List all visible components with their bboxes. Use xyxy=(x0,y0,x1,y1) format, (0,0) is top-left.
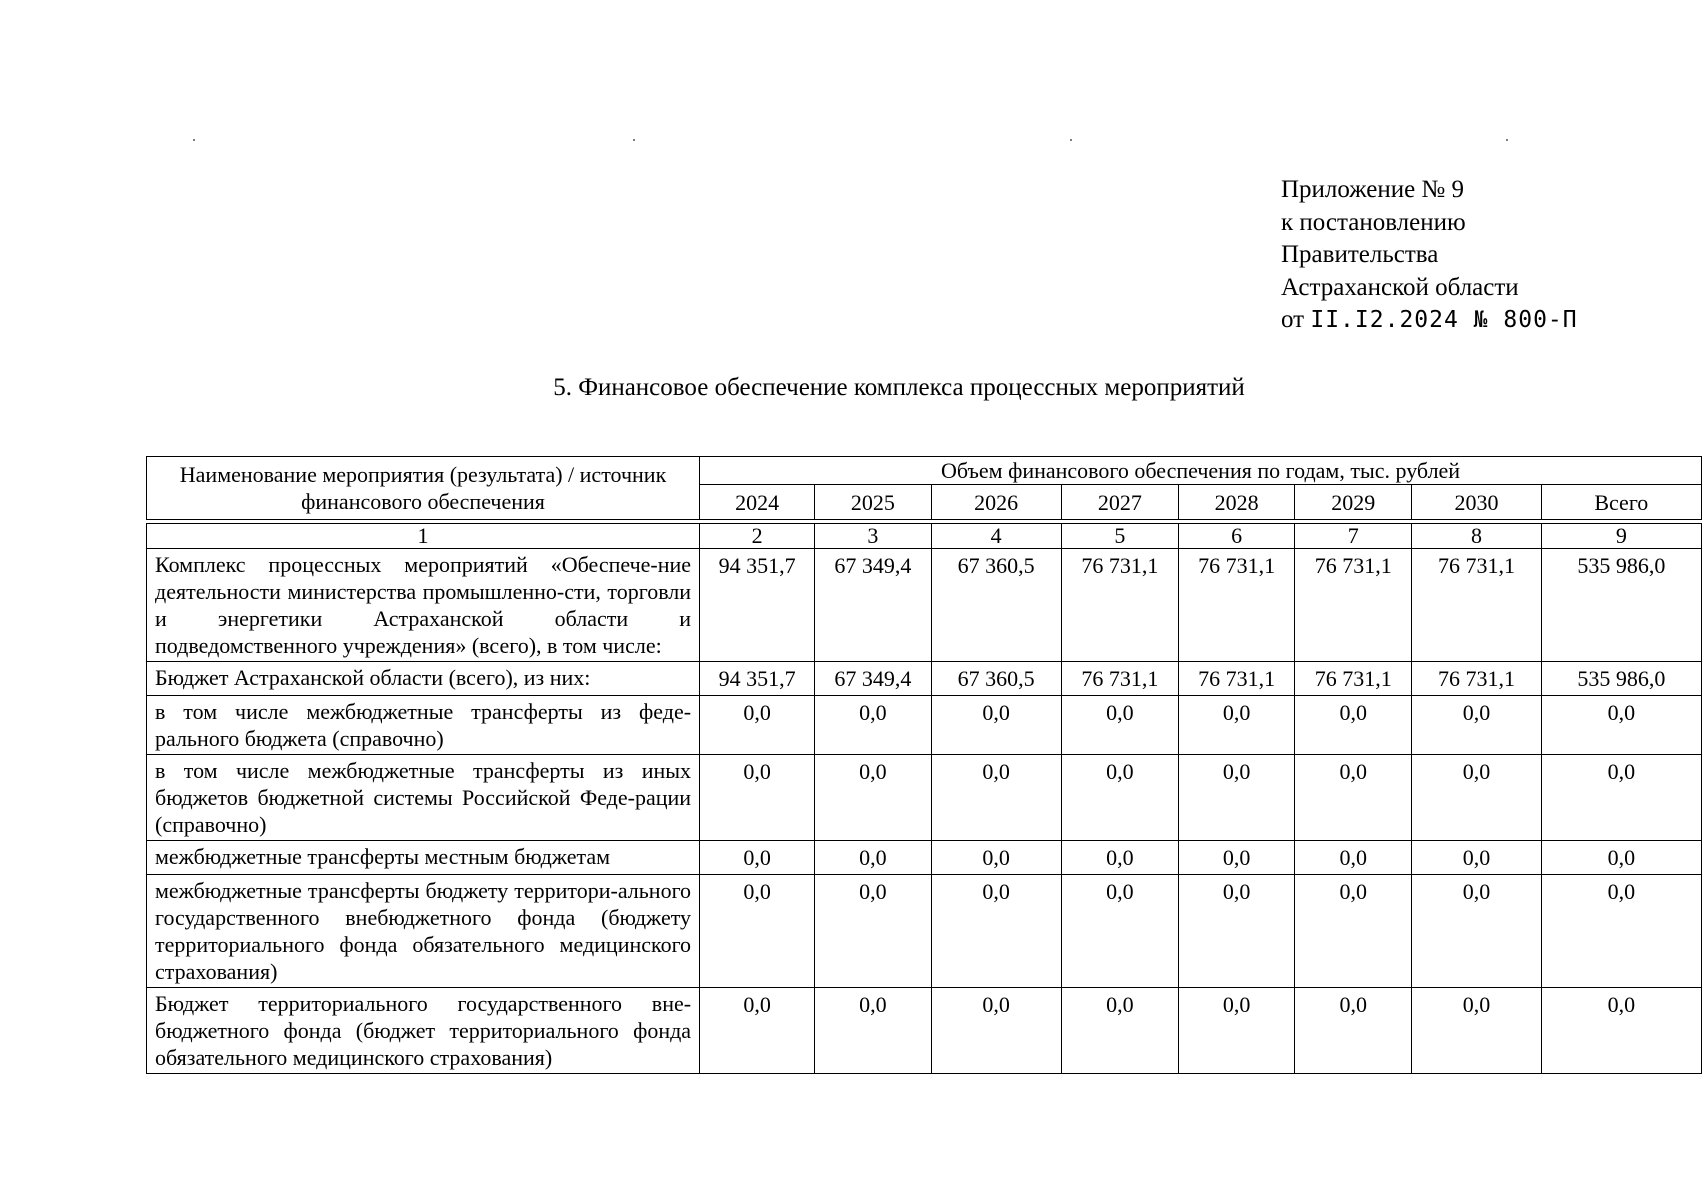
appendix-line-4: Астраханской области xyxy=(1281,273,1519,301)
row-value-cell: 76 731,1 xyxy=(1412,549,1541,662)
row-value-cell: 0,0 xyxy=(931,755,1061,841)
row-value-cell: 535 986,0 xyxy=(1541,549,1701,662)
row-value-cell: 0,0 xyxy=(700,988,815,1074)
header-year-cell: 2029 xyxy=(1295,485,1412,520)
row-value-cell: 0,0 xyxy=(1061,988,1178,1074)
header-name-cell: Наименование мероприятия (результата) / источник финансового обеспечения xyxy=(147,457,700,520)
row-value-cell: 0,0 xyxy=(1412,696,1541,755)
row-value-cell: 0,0 xyxy=(1295,841,1412,875)
header-year-cell: 2028 xyxy=(1178,485,1294,520)
row-name-cell: межбюджетные трансферты местным бюджетам xyxy=(147,841,700,875)
row-value-cell: 0,0 xyxy=(1541,841,1701,875)
row-value-cell: 76 731,1 xyxy=(1178,549,1294,662)
column-number-cell: 2 xyxy=(700,524,815,549)
row-value-cell: 0,0 xyxy=(1412,988,1541,1074)
row-value-cell: 0,0 xyxy=(1541,988,1701,1074)
row-value-cell: 67 349,4 xyxy=(815,662,931,696)
column-number-cell: 1 xyxy=(147,524,700,549)
row-value-cell: 0,0 xyxy=(931,841,1061,875)
finance-table-wrap xyxy=(146,456,1702,1074)
appendix-date-number: II.I2.2024 № 800-П xyxy=(1310,307,1578,333)
row-value-cell: 0,0 xyxy=(931,875,1061,988)
appendix-date-prefix: от xyxy=(1281,306,1305,333)
row-value-cell: 67 360,5 xyxy=(931,662,1061,696)
row-value-cell: 76 731,1 xyxy=(1295,549,1412,662)
row-value-cell: 0,0 xyxy=(1061,696,1178,755)
page-title: 5. Финансовое обеспечение комплекса процессных мероприятий xyxy=(553,374,1245,401)
appendix-date-line xyxy=(1281,304,1578,337)
header-year-cell: 2030 xyxy=(1412,485,1541,520)
row-value-cell: 0,0 xyxy=(1295,755,1412,841)
row-value-cell: 76 731,1 xyxy=(1412,662,1541,696)
row-value-cell: 0,0 xyxy=(1412,755,1541,841)
column-number-cell: 9 xyxy=(1541,524,1701,549)
row-name-cell: Бюджет Астраханской области (всего), из них: xyxy=(147,662,700,696)
row-value-cell: 0,0 xyxy=(1061,875,1178,988)
row-name-cell: в том числе межбюджетные трансферты из феде-рального бюджета (справочно) xyxy=(147,696,700,755)
appendix-line-2: к постановлению xyxy=(1281,208,1466,236)
column-number-cell: 7 xyxy=(1295,524,1412,549)
row-value-cell: 0,0 xyxy=(700,696,815,755)
header-year-cell: 2027 xyxy=(1061,485,1178,520)
column-number-cell: 4 xyxy=(931,524,1061,549)
row-value-cell: 0,0 xyxy=(1295,696,1412,755)
row-value-cell: 0,0 xyxy=(1295,875,1412,988)
row-value-cell: 0,0 xyxy=(815,988,931,1074)
row-value-cell: 76 731,1 xyxy=(1178,662,1294,696)
row-value-cell: 0,0 xyxy=(1061,755,1178,841)
header-year-cell: Всего xyxy=(1541,485,1701,520)
row-value-cell: 0,0 xyxy=(815,696,931,755)
finance-table xyxy=(146,456,1702,1074)
header-volume-cell: Объем финансового обеспечения по годам, тыс. рублей xyxy=(700,457,1702,485)
row-value-cell: 94 351,7 xyxy=(700,549,815,662)
table-row xyxy=(147,549,1702,662)
row-value-cell: 94 351,7 xyxy=(700,662,815,696)
row-value-cell: 0,0 xyxy=(815,755,931,841)
header-year-cell: 2025 xyxy=(815,485,931,520)
column-number-row xyxy=(147,524,1702,549)
row-value-cell: 0,0 xyxy=(931,988,1061,1074)
row-name-cell: Комплекс процессных мероприятий «Обеспече-ние деятельности министерства промышленно-сти, торговли и энергетики Астраханской области и подведомственного учреждения» (всего), в том числе: xyxy=(147,549,700,662)
column-number-cell: 8 xyxy=(1412,524,1541,549)
row-value-cell: 0,0 xyxy=(1412,841,1541,875)
table-row xyxy=(147,662,1702,696)
row-value-cell: 0,0 xyxy=(1541,696,1701,755)
table-row xyxy=(147,875,1702,988)
row-value-cell: 76 731,1 xyxy=(1061,549,1178,662)
appendix-block xyxy=(1281,174,1578,337)
row-value-cell: 0,0 xyxy=(700,841,815,875)
header-year-cell: 2024 xyxy=(700,485,815,520)
row-name-cell: в том числе межбюджетные трансферты из иных бюджетов бюджетной системы Российской Феде-рации (справочно) xyxy=(147,755,700,841)
column-number-cell: 6 xyxy=(1178,524,1294,549)
table-row xyxy=(147,841,1702,875)
row-value-cell: 76 731,1 xyxy=(1295,662,1412,696)
table-body xyxy=(147,520,1702,1074)
table-row xyxy=(147,755,1702,841)
appendix-line-3: Правительства xyxy=(1281,241,1439,268)
row-value-cell: 0,0 xyxy=(1178,988,1294,1074)
row-value-cell: 0,0 xyxy=(1178,875,1294,988)
row-value-cell: 0,0 xyxy=(815,841,931,875)
row-value-cell: 0,0 xyxy=(1412,875,1541,988)
row-value-cell: 67 360,5 xyxy=(931,549,1061,662)
row-value-cell: 0,0 xyxy=(1541,875,1701,988)
row-value-cell: 0,0 xyxy=(815,875,931,988)
row-value-cell: 0,0 xyxy=(931,696,1061,755)
row-value-cell: 535 986,0 xyxy=(1541,662,1701,696)
row-value-cell: 76 731,1 xyxy=(1061,662,1178,696)
row-name-cell: межбюджетные трансферты бюджету территори-ального государственного внебюджетного фонда (бюджету территориального фонда обязательного медицинского страхования) xyxy=(147,875,700,988)
table-row xyxy=(147,696,1702,755)
row-value-cell: 67 349,4 xyxy=(815,549,931,662)
row-value-cell: 0,0 xyxy=(700,755,815,841)
column-number-cell: 5 xyxy=(1061,524,1178,549)
table-row xyxy=(147,988,1702,1074)
row-value-cell: 0,0 xyxy=(1295,988,1412,1074)
column-number-cell: 3 xyxy=(815,524,931,549)
row-value-cell: 0,0 xyxy=(700,875,815,988)
row-name-cell: Бюджет территориального государственного вне-бюджетного фонда (бюджет территориального фонда обязательного медицинского страхования) xyxy=(147,988,700,1074)
header-row-top xyxy=(147,457,1702,485)
row-value-cell: 0,0 xyxy=(1178,841,1294,875)
row-value-cell: 0,0 xyxy=(1061,841,1178,875)
row-value-cell: 0,0 xyxy=(1178,755,1294,841)
header-year-cell: 2026 xyxy=(931,485,1061,520)
appendix-line-1: Приложение № 9 xyxy=(1281,176,1465,203)
row-value-cell: 0,0 xyxy=(1541,755,1701,841)
row-value-cell: 0,0 xyxy=(1178,696,1294,755)
